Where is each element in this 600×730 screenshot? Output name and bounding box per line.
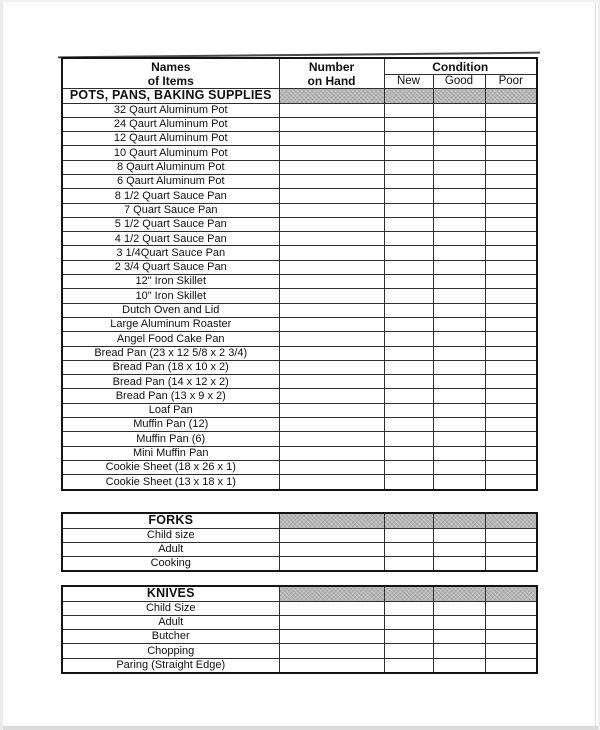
item-row (62, 528, 537, 542)
item-row (62, 217, 537, 231)
condition-poor-cell (485, 174, 537, 188)
number-on-hand-cell (279, 346, 384, 360)
condition-poor-cell (485, 246, 537, 260)
number-on-hand-cell (279, 389, 384, 403)
condition-new-cell-shaded (384, 89, 433, 104)
item-name: Muffin Pan (12) (62, 418, 279, 432)
condition-new-cell (384, 446, 433, 460)
item-row (62, 289, 537, 303)
item-row (62, 346, 537, 360)
condition-good-cell (433, 275, 485, 289)
condition-new-cell (384, 542, 433, 556)
number-on-hand-cell (279, 174, 384, 188)
number-on-hand-cell (279, 418, 384, 432)
number-on-hand-cell (279, 658, 384, 673)
condition-poor-cell-shaded (485, 513, 537, 528)
number-on-hand-cell (279, 528, 384, 542)
condition-poor-cell (485, 432, 537, 446)
condition-new-cell-shaded (384, 586, 433, 601)
number-on-hand-cell (279, 275, 384, 289)
section-title: KNIVES (62, 586, 279, 601)
item-row (62, 557, 537, 572)
number-on-hand-cell (279, 475, 384, 490)
condition-poor-cell (485, 446, 537, 460)
section-body-knives (62, 586, 537, 673)
item-row (62, 103, 537, 117)
condition-good-cell (433, 418, 485, 432)
condition-good-cell (433, 528, 485, 542)
condition-poor-cell (485, 203, 537, 217)
number-on-hand-cell (279, 446, 384, 460)
item-name: Child size (62, 528, 279, 542)
condition-new-cell (384, 289, 433, 303)
condition-good-cell (433, 389, 485, 403)
section-body-forks (62, 513, 537, 571)
names-line1: Names (151, 59, 191, 74)
number-on-hand-cell (279, 103, 384, 117)
condition-good-cell (433, 360, 485, 374)
condition-poor-cell (485, 601, 537, 615)
condition-good-cell (433, 332, 485, 346)
condition-good-cell (433, 542, 485, 556)
condition-new-cell (384, 260, 433, 274)
number-on-hand-cell (279, 644, 384, 658)
item-name: 12 Qaurt Aluminum Pot (62, 132, 279, 146)
inventory-table-forks (61, 512, 538, 572)
item-name: Bread Pan (13 x 9 x 2) (62, 389, 279, 403)
item-row (62, 275, 537, 289)
condition-new-cell (384, 460, 433, 474)
item-name: 2 3/4 Quart Sauce Pan (62, 260, 279, 274)
condition-good-cell (433, 557, 485, 572)
col-header-condition: Condition (384, 58, 537, 75)
condition-new-cell (384, 174, 433, 188)
condition-good-cell (433, 246, 485, 260)
condition-poor-cell (485, 217, 537, 231)
inventory-table-pots-pans (61, 57, 538, 491)
condition-new-cell (384, 528, 433, 542)
condition-new-cell (384, 432, 433, 446)
condition-poor-cell (485, 644, 537, 658)
condition-good-cell-shaded (433, 513, 485, 528)
number-on-hand-cell-shaded (279, 89, 384, 104)
condition-new-cell (384, 557, 433, 572)
condition-new-cell (384, 103, 433, 117)
condition-new-cell (384, 232, 433, 246)
item-name: 6 Qaurt Aluminum Pot (62, 174, 279, 188)
number-on-hand-cell (279, 132, 384, 146)
condition-new-cell (384, 275, 433, 289)
condition-good-cell (433, 217, 485, 231)
condition-good-cell (433, 189, 485, 203)
number-on-hand-cell-shaded (279, 513, 384, 528)
number-on-hand-cell (279, 117, 384, 131)
number-on-hand-cell (279, 203, 384, 217)
item-name: Cookie Sheet (13 x 18 x 1) (62, 475, 279, 490)
condition-poor-cell (485, 332, 537, 346)
col-header-poor: Poor (485, 75, 537, 89)
condition-poor-cell (485, 260, 537, 274)
condition-poor-cell-shaded (485, 89, 537, 104)
item-name: Angel Food Cake Pan (62, 332, 279, 346)
item-row (62, 317, 537, 331)
condition-new-cell (384, 117, 433, 131)
condition-poor-cell (485, 103, 537, 117)
number-on-hand-cell (279, 630, 384, 644)
condition-new-cell (384, 658, 433, 673)
item-name: Bread Pan (23 x 12 5/8 x 2 3/4) (62, 346, 279, 360)
condition-poor-cell (485, 418, 537, 432)
item-name: 7 Quart Sauce Pan (62, 203, 279, 217)
condition-good-cell (433, 615, 485, 629)
number-on-hand-cell (279, 375, 384, 389)
condition-good-cell (433, 317, 485, 331)
condition-poor-cell (485, 615, 537, 629)
number-on-hand-cell (279, 615, 384, 629)
condition-good-cell (433, 644, 485, 658)
item-name: Bread Pan (18 x 10 x 2) (62, 360, 279, 374)
number-line2: on Hand (307, 73, 356, 88)
number-on-hand-cell (279, 557, 384, 572)
item-name: 10" Iron Skillet (62, 289, 279, 303)
item-row (62, 146, 537, 160)
number-on-hand-cell (279, 289, 384, 303)
condition-poor-cell (485, 389, 537, 403)
item-row (62, 160, 537, 174)
page-right-edge (595, 2, 596, 730)
condition-good-cell (433, 432, 485, 446)
number-on-hand-cell (279, 189, 384, 203)
item-name: 5 1/2 Quart Sauce Pan (62, 217, 279, 231)
number-on-hand-cell (279, 303, 384, 317)
condition-poor-cell-shaded (485, 586, 537, 601)
item-row (62, 332, 537, 346)
item-name: 32 Qaurt Aluminum Pot (62, 103, 279, 117)
condition-new-cell (384, 160, 433, 174)
condition-good-cell-shaded (433, 586, 485, 601)
condition-good-cell (433, 303, 485, 317)
item-row (62, 615, 537, 629)
condition-good-cell (433, 289, 485, 303)
item-name: 10 Qaurt Aluminum Pot (62, 146, 279, 160)
item-name: 24 Qaurt Aluminum Pot (62, 117, 279, 131)
condition-good-cell (433, 658, 485, 673)
condition-new-cell (384, 403, 433, 417)
condition-new-cell (384, 475, 433, 490)
item-name: 8 1/2 Quart Sauce Pan (62, 189, 279, 203)
condition-poor-cell (485, 475, 537, 490)
item-name: Large Aluminum Roaster (62, 317, 279, 331)
item-row (62, 601, 537, 615)
item-name: 8 Qaurt Aluminum Pot (62, 160, 279, 174)
item-name: 4 1/2 Quart Sauce Pan (62, 232, 279, 246)
condition-good-cell (433, 174, 485, 188)
item-row (62, 260, 537, 274)
condition-good-cell (433, 132, 485, 146)
condition-poor-cell (485, 542, 537, 556)
condition-new-cell (384, 246, 433, 260)
col-header-number-on-hand (279, 58, 384, 89)
number-on-hand-cell (279, 542, 384, 556)
item-row (62, 432, 537, 446)
condition-good-cell (433, 446, 485, 460)
item-row (62, 658, 537, 673)
item-name: Butcher (62, 630, 279, 644)
inventory-table-knives (61, 585, 538, 674)
number-on-hand-cell (279, 317, 384, 331)
item-row (62, 246, 537, 260)
number-on-hand-cell (279, 217, 384, 231)
condition-new-cell (384, 418, 433, 432)
col-header-names-of-items (62, 58, 279, 89)
condition-poor-cell (485, 460, 537, 474)
condition-good-cell (433, 346, 485, 360)
condition-good-cell (433, 103, 485, 117)
condition-new-cell (384, 644, 433, 658)
condition-good-cell (433, 460, 485, 474)
item-row (62, 232, 537, 246)
condition-new-cell (384, 615, 433, 629)
item-name: Cooking (62, 557, 279, 572)
item-name: 12" Iron Skillet (62, 275, 279, 289)
condition-new-cell (384, 346, 433, 360)
number-on-hand-cell (279, 601, 384, 615)
item-row (62, 132, 537, 146)
condition-poor-cell (485, 658, 537, 673)
item-name: Mini Muffin Pan (62, 446, 279, 460)
number-on-hand-cell (279, 403, 384, 417)
condition-new-cell (384, 375, 433, 389)
item-name: Loaf Pan (62, 403, 279, 417)
item-name: Muffin Pan (6) (62, 432, 279, 446)
condition-new-cell (384, 630, 433, 644)
item-row (62, 203, 537, 217)
condition-new-cell-shaded (384, 513, 433, 528)
condition-poor-cell (485, 303, 537, 317)
condition-poor-cell (485, 275, 537, 289)
item-name: Paring (Straight Edge) (62, 658, 279, 673)
item-row (62, 446, 537, 460)
number-on-hand-cell (279, 246, 384, 260)
condition-poor-cell (485, 317, 537, 331)
condition-poor-cell (485, 528, 537, 542)
col-header-new: New (384, 75, 433, 89)
condition-poor-cell (485, 160, 537, 174)
condition-good-cell (433, 232, 485, 246)
section-header-row (62, 89, 537, 104)
item-row (62, 460, 537, 474)
condition-poor-cell (485, 232, 537, 246)
condition-poor-cell (485, 360, 537, 374)
condition-poor-cell (485, 375, 537, 389)
condition-poor-cell (485, 117, 537, 131)
item-name: Adult (62, 615, 279, 629)
condition-new-cell (384, 217, 433, 231)
number-on-hand-cell (279, 260, 384, 274)
item-name: 3 1/4Quart Sauce Pan (62, 246, 279, 260)
item-row (62, 360, 537, 374)
condition-new-cell (384, 146, 433, 160)
section-title: POTS, PANS, BAKING SUPPLIES (62, 89, 279, 104)
item-row (62, 418, 537, 432)
condition-poor-cell (485, 132, 537, 146)
condition-new-cell (384, 132, 433, 146)
condition-poor-cell (485, 346, 537, 360)
condition-good-cell (433, 160, 485, 174)
section-header-row (62, 513, 537, 528)
condition-new-cell (384, 203, 433, 217)
item-name: Cookie Sheet (18 x 26 x 1) (62, 460, 279, 474)
item-name: Bread Pan (14 x 12 x 2) (62, 375, 279, 389)
section-title: FORKS (62, 513, 279, 528)
condition-good-cell (433, 601, 485, 615)
item-row (62, 174, 537, 188)
condition-new-cell (384, 189, 433, 203)
item-row (62, 630, 537, 644)
item-row (62, 389, 537, 403)
item-row (62, 303, 537, 317)
item-name: Dutch Oven and Lid (62, 303, 279, 317)
item-row (62, 475, 537, 490)
item-name: Chopping (62, 644, 279, 658)
number-line1: Number (308, 59, 355, 74)
item-row (62, 189, 537, 203)
item-name: Adult (62, 542, 279, 556)
item-row (62, 644, 537, 658)
table-header-row (62, 58, 537, 75)
condition-good-cell-shaded (433, 89, 485, 104)
number-on-hand-cell (279, 160, 384, 174)
condition-poor-cell (485, 557, 537, 572)
number-on-hand-cell-shaded (279, 586, 384, 601)
condition-good-cell (433, 117, 485, 131)
number-on-hand-cell (279, 232, 384, 246)
condition-good-cell (433, 146, 485, 160)
item-row (62, 542, 537, 556)
number-on-hand-cell (279, 146, 384, 160)
condition-new-cell (384, 601, 433, 615)
condition-good-cell (433, 203, 485, 217)
condition-poor-cell (485, 146, 537, 160)
condition-new-cell (384, 389, 433, 403)
number-on-hand-cell (279, 432, 384, 446)
condition-poor-cell (485, 189, 537, 203)
condition-poor-cell (485, 289, 537, 303)
item-name: Child Size (62, 601, 279, 615)
condition-new-cell (384, 360, 433, 374)
condition-good-cell (433, 403, 485, 417)
number-on-hand-cell (279, 332, 384, 346)
condition-new-cell (384, 303, 433, 317)
item-row (62, 117, 537, 131)
col-header-good: Good (433, 75, 485, 89)
number-on-hand-cell (279, 360, 384, 374)
item-row (62, 403, 537, 417)
condition-good-cell (433, 475, 485, 490)
section-body-pots-pans (62, 89, 537, 490)
condition-poor-cell (485, 403, 537, 417)
condition-new-cell (384, 317, 433, 331)
condition-good-cell (433, 630, 485, 644)
page-bottom-edge (3, 726, 598, 730)
section-header-row (62, 586, 537, 601)
item-row (62, 375, 537, 389)
condition-new-cell (384, 332, 433, 346)
names-line2: of Items (147, 73, 194, 88)
number-on-hand-cell (279, 460, 384, 474)
condition-poor-cell (485, 630, 537, 644)
condition-good-cell (433, 260, 485, 274)
condition-good-cell (433, 375, 485, 389)
